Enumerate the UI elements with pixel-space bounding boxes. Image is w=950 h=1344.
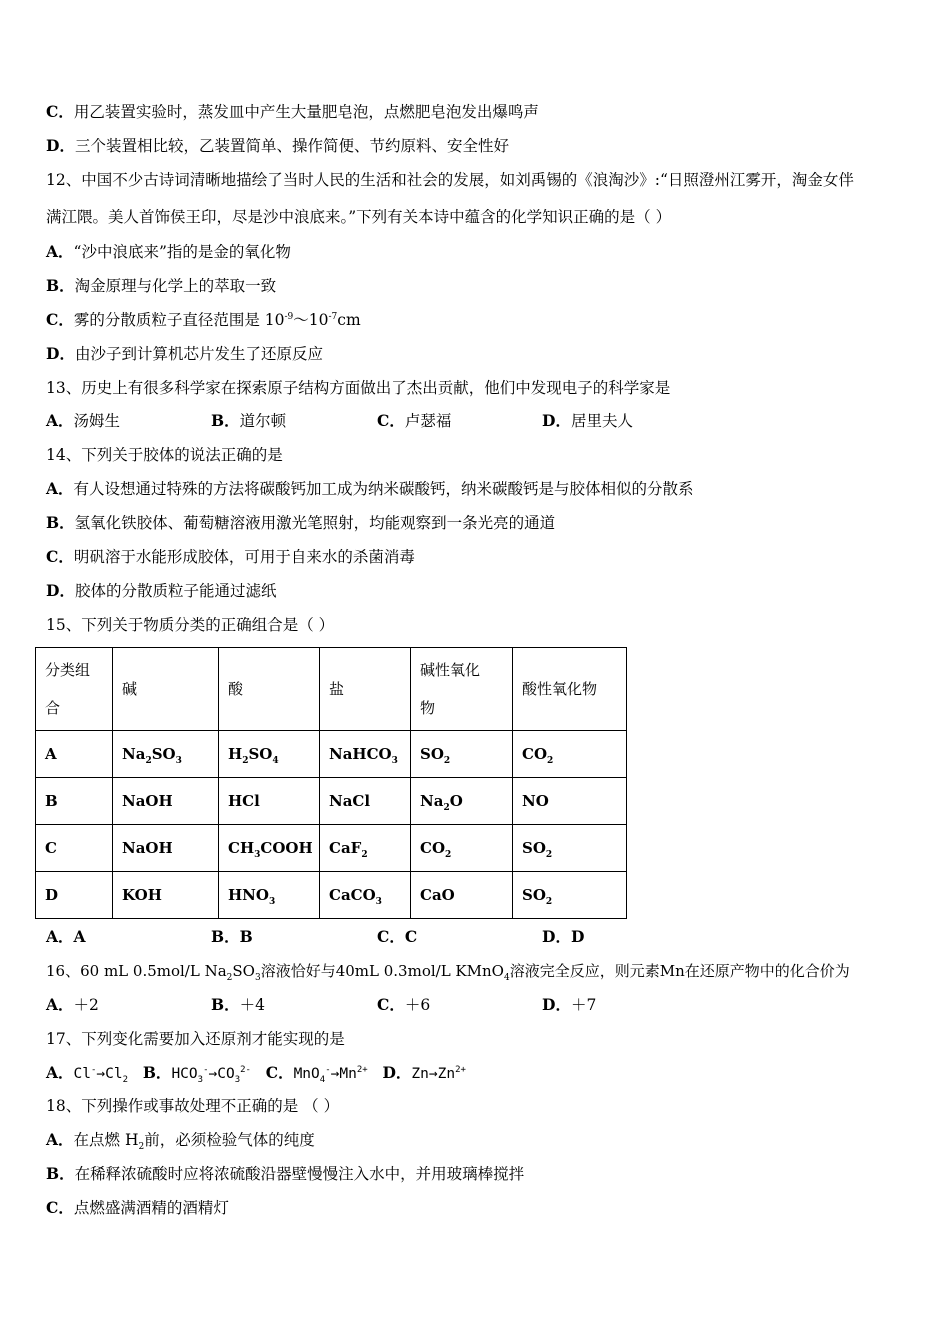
cell-acid: HCl [219,778,320,825]
q15-option-d [542,927,584,947]
option-label: D． [46,136,75,155]
option-text: 胶体的分散质粒子能通过滤纸 [74,582,277,600]
header-text: 盐 [329,680,345,698]
q13-option-c [377,411,451,431]
option-label: C． [46,1198,74,1217]
cell-basic-oxide: CaO [411,872,513,919]
q15-option-b [211,927,253,947]
option-label: B． [211,927,240,946]
option-text: “沙中浪底来”指的是金的氧化物 [73,243,291,261]
option-label: C． [46,102,74,121]
cell-acid: $CH_3COOH$ [219,825,320,872]
q15-option-a [46,927,86,947]
header-cell-salt [320,648,411,731]
header-text: 碱性氧化 [420,661,481,679]
option-text: 点燃盛满酒精的酒精灯 [73,1199,229,1217]
q12-stem-line2: 满江隈。美人首饰侯王印，尽是沙中浪底来。”下列有关本诗中蕴含的化学知识正确的是（ ） [46,208,672,226]
header-text: 合 [45,699,61,717]
cell-acidic-oxide: $SO_2$ [513,872,627,919]
q12-option-d [46,344,323,364]
table-row [36,778,627,825]
cell-group: A [36,731,113,778]
option-label: B． [211,995,240,1014]
option-label: D． [542,411,571,430]
option-text: ＋2 [73,996,99,1014]
option-text: C [404,927,418,946]
q15-option-c [377,927,417,947]
cell-base: NaOH [113,825,219,872]
option-label: C． [377,927,405,946]
q16-option-d [542,995,596,1015]
header-text: 酸 [228,680,244,698]
q11-option-c [46,102,539,122]
option-text: 三个装置相比较，乙装置简单、操作简便、节约原料、安全性好 [74,137,509,155]
option-label: A． [46,242,74,261]
q17-option-a-formula: $Cl^-\to Cl_2$ [73,1065,129,1085]
option-text: A [73,927,86,946]
cell-group: C [36,825,113,872]
option-text-post: cm [337,311,361,329]
cell-acid: $H_2SO_4$ [219,731,320,778]
cell-salt: NaHCO$_3$ [320,731,411,778]
classification-table [35,647,627,919]
q11-option-d [46,136,509,156]
option-text-pre: 雾的分散质粒子直径范围是 10 [73,311,285,329]
subscript: 2 [138,1142,145,1153]
option-label: B． [46,276,75,295]
q14-option-c [46,547,415,567]
option-label: A． [46,995,74,1014]
option-text: ＋7 [570,996,597,1014]
option-text: 道尔顿 [239,412,287,430]
option-label: C． [377,411,405,430]
exponent: -9 [284,311,294,322]
cell-group: D [36,872,113,919]
header-cell-basic-oxide [411,648,513,731]
cell-group: B [36,778,113,825]
option-label: A． [46,479,74,498]
q16-option-a [46,995,99,1015]
q18-stem: 18、下列操作或事故处理不正确的是 （ ） [46,1097,340,1115]
option-label: A． [46,1063,74,1082]
q18-option-b [46,1164,524,1184]
q18-option-a [46,1130,315,1153]
header-cell-group [36,648,113,731]
q16-option-c [377,995,430,1015]
cell-salt: NaCl [320,778,411,825]
q12-option-a [46,242,291,262]
header-cell-base [113,648,219,731]
option-text: 卢瑟福 [404,412,452,430]
option-text: 明矾溶于水能形成胶体，可用于自来水的杀菌消毒 [73,548,415,566]
q16-stem [46,961,850,981]
option-label: B． [142,1063,172,1082]
cell-acidic-oxide: $CO_2$ [513,731,627,778]
option-text: 汤姆生 [73,412,121,430]
option-label: A． [46,411,74,430]
cell-basic-oxide: $CO_2$ [411,825,513,872]
q14-option-d [46,581,276,601]
q15-stem: 15、下列关于物质分类的正确组合是（ ） [46,616,335,634]
header-cell-acidic-oxide [513,648,627,731]
stem-text: 溶液恰好与40mL 0.3mol/L KMnO [260,962,504,980]
header-text: 物 [420,699,436,717]
cell-acidic-oxide: $SO_2$ [513,825,627,872]
option-label: D． [46,344,75,363]
option-text: D [570,927,585,946]
cell-base: NaOH [113,778,219,825]
option-text: ＋6 [404,996,431,1014]
option-label: C． [377,995,405,1014]
cell-base: $Na_2SO_3$ [113,731,219,778]
q17-option-b-formula: $HCO_3^-\to CO_3^{2-}$ [171,1065,251,1085]
option-text: 在稀释浓硫酸时应将浓硫酸沿器壁慢慢注入水中，并用玻璃棒搅拌 [74,1165,525,1183]
q12-option-b [46,276,276,296]
option-label: C． [265,1063,294,1082]
option-label: C． [46,547,74,566]
cell-acid: $HNO_3$ [219,872,320,919]
header-text: 酸性氧化物 [522,680,598,698]
q13-stem: 13、历史上有很多科学家在探索原子结构方面做出了杰出贡献，他们中发现电子的科学家是 [46,379,671,397]
subscript: 2 [226,973,233,983]
q12-option-c [46,310,361,330]
header-text: 碱 [122,680,138,698]
q13-option-b [211,411,286,431]
q14-stem: 14、下列关于胶体的说法正确的是 [46,446,283,464]
option-label: C． [46,310,74,329]
option-text: 用乙装置实验时，蒸发皿中产生大量肥皂泡，点燃肥皂泡发出爆鸣声 [73,103,539,121]
q14-option-a [46,479,694,499]
option-label: D． [542,995,571,1014]
option-label: D． [542,927,571,946]
option-label: D． [382,1063,412,1082]
option-text: 有人设想通过特殊的方法将碳酸钙加工成为纳米碳酸钙，纳米碳酸钙是与胶体相似的分散系 [73,480,694,498]
q17-options [46,1063,466,1084]
table-row [36,825,627,872]
stem-text: SO [232,962,255,980]
option-label: D． [46,581,75,600]
option-text: ＋4 [239,996,265,1014]
option-label: B． [211,411,240,430]
cell-basic-oxide: $Na_2O$ [411,778,513,825]
q14-option-b [46,513,555,533]
cell-salt: CaCO$_3$ [320,872,411,919]
option-text: 氢氧化铁胶体、葡萄糖溶液用激光笔照射，均能观察到一条光亮的通道 [74,514,556,532]
option-text: B [239,927,253,946]
stem-text: 溶液完全反应，则元素Mn在还原产物中的化合价为 [509,962,850,980]
table-row [36,872,627,919]
q16-option-b [211,995,265,1015]
table-row [36,731,627,778]
q17-option-d-formula: $Zn\to Zn^{2+}$ [411,1065,466,1082]
subscript: 3 [254,973,261,983]
cell-basic-oxide: $SO_2$ [411,731,513,778]
option-text: 淘金原理与化学上的萃取一致 [74,277,277,295]
cell-acidic-oxide: NO [513,778,627,825]
option-label: B． [46,513,75,532]
option-label: B． [46,1164,75,1183]
option-text-post: 前，必须检验气体的纯度 [144,1131,315,1149]
option-text-mid: ～10 [293,311,329,329]
option-text: 居里夫人 [570,412,633,430]
q18-option-c [46,1198,229,1218]
header-text: 分类组 [45,661,91,679]
option-text-pre: 在点燃 H [73,1131,139,1149]
q17-stem: 17、下列变化需要加入还原剂才能实现的是 [46,1030,345,1048]
stem-text: 16、60 mL 0.5mol/L Na [46,962,227,980]
header-cell-acid [219,648,320,731]
cell-base: KOH [113,872,219,919]
subscript: 4 [503,973,510,983]
cell-salt: CaF$_2$ [320,825,411,872]
q13-option-d [542,411,633,431]
q13-option-a [46,411,120,431]
table-header-row [36,648,627,731]
q17-option-c-formula: $MnO_4^-\to Mn^{2+}$ [293,1065,368,1085]
q12-stem-line1: 12、中国不少古诗词清晰地描绘了当时人民的生活和社会的发展，如刘禹锡的《浪淘沙》:“日照澄州江雾开，淘金女伴 [46,171,854,189]
exponent: -7 [328,311,338,322]
option-text: 由沙子到计算机芯片发生了还原反应 [74,345,323,363]
option-label: A． [46,927,74,946]
option-label: A． [46,1130,74,1149]
